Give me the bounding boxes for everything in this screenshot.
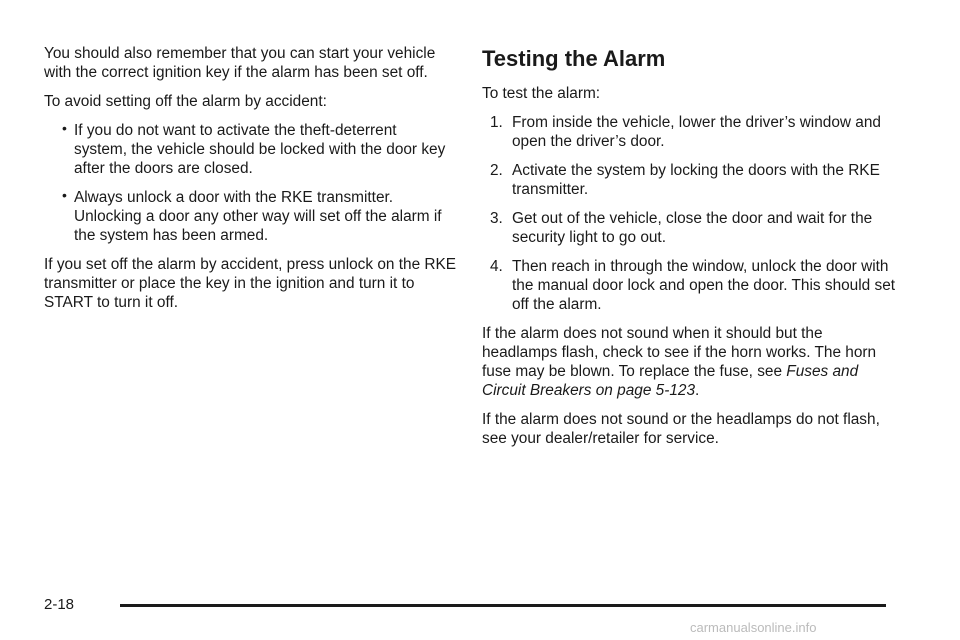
bullet-icon: •: [62, 187, 67, 203]
dealer-paragraph: If the alarm does not sound or the headlamps do not flash, see your dealer/retailer for service.: [482, 411, 880, 447]
step-text: From inside the vehicle, lower the driver’s window and open the driver’s door.: [512, 114, 881, 150]
page-number: 2-18: [44, 596, 75, 613]
footer-rule: [120, 604, 886, 607]
bullet-item: [44, 188, 464, 245]
section-heading: Testing the Alarm: [482, 46, 666, 71]
bullet-rest-text: system, the vehicle should be locked with the door key after the doors are closed.: [74, 141, 446, 177]
avoid-bullet-list: [44, 121, 464, 245]
avoid-lead-paragraph: To avoid setting off the alarm by accident:: [44, 93, 327, 110]
step-item: [482, 113, 902, 151]
left-column: [44, 44, 464, 322]
step-text: Activate the system by locking the doors with the RKE transmitter.: [512, 162, 880, 198]
bullet-main-text: If you do not want to activate the theft-deterrent: [74, 122, 397, 139]
test-lead-paragraph: To test the alarm:: [482, 85, 601, 102]
step-number: 2.: [490, 162, 503, 179]
step-item: [482, 257, 902, 314]
bullet-item: [44, 121, 464, 178]
horn-text: If the alarm does not sound when it should but the headlamps flash, check to see if the horn works. The horn fuse may be blown. To replace the fuse, see: [482, 325, 877, 380]
test-steps-list: [482, 113, 902, 314]
watermark: carmanualsonline.info: [690, 620, 817, 635]
horn-end: .: [695, 382, 700, 399]
step-number: 4.: [490, 258, 503, 275]
bullet-rest-text: Unlocking a door any other way will set off the alarm if the system has been armed.: [74, 208, 442, 244]
page-footer: [44, 596, 886, 618]
step-item: [482, 161, 902, 199]
step-text: Get out of the vehicle, close the door and wait for the security light to go out.: [512, 210, 873, 246]
outro-paragraph: If you set off the alarm by accident, press unlock on the RKE transmitter or place the key in the ignition and turn it to START to turn it off.: [44, 256, 457, 311]
horn-paragraph: [482, 324, 902, 400]
fuse-reference-link[interactable]: Fuses and Circuit Breakers on page 5-123: [482, 363, 859, 399]
intro-paragraph: You should also remember that you can start your vehicle with the correct ignition key if the alarm has been set off.: [44, 45, 436, 81]
step-number: 3.: [490, 210, 503, 227]
right-column: [482, 46, 902, 458]
step-text: Then reach in through the window, unlock the door with the manual door lock and open the door. This should set off the alarm.: [512, 258, 896, 313]
bullet-main-text: Always unlock a door with the RKE transmitter.: [74, 189, 394, 206]
step-number: 1.: [490, 114, 503, 131]
bullet-icon: •: [62, 120, 67, 136]
step-item: [482, 209, 902, 247]
